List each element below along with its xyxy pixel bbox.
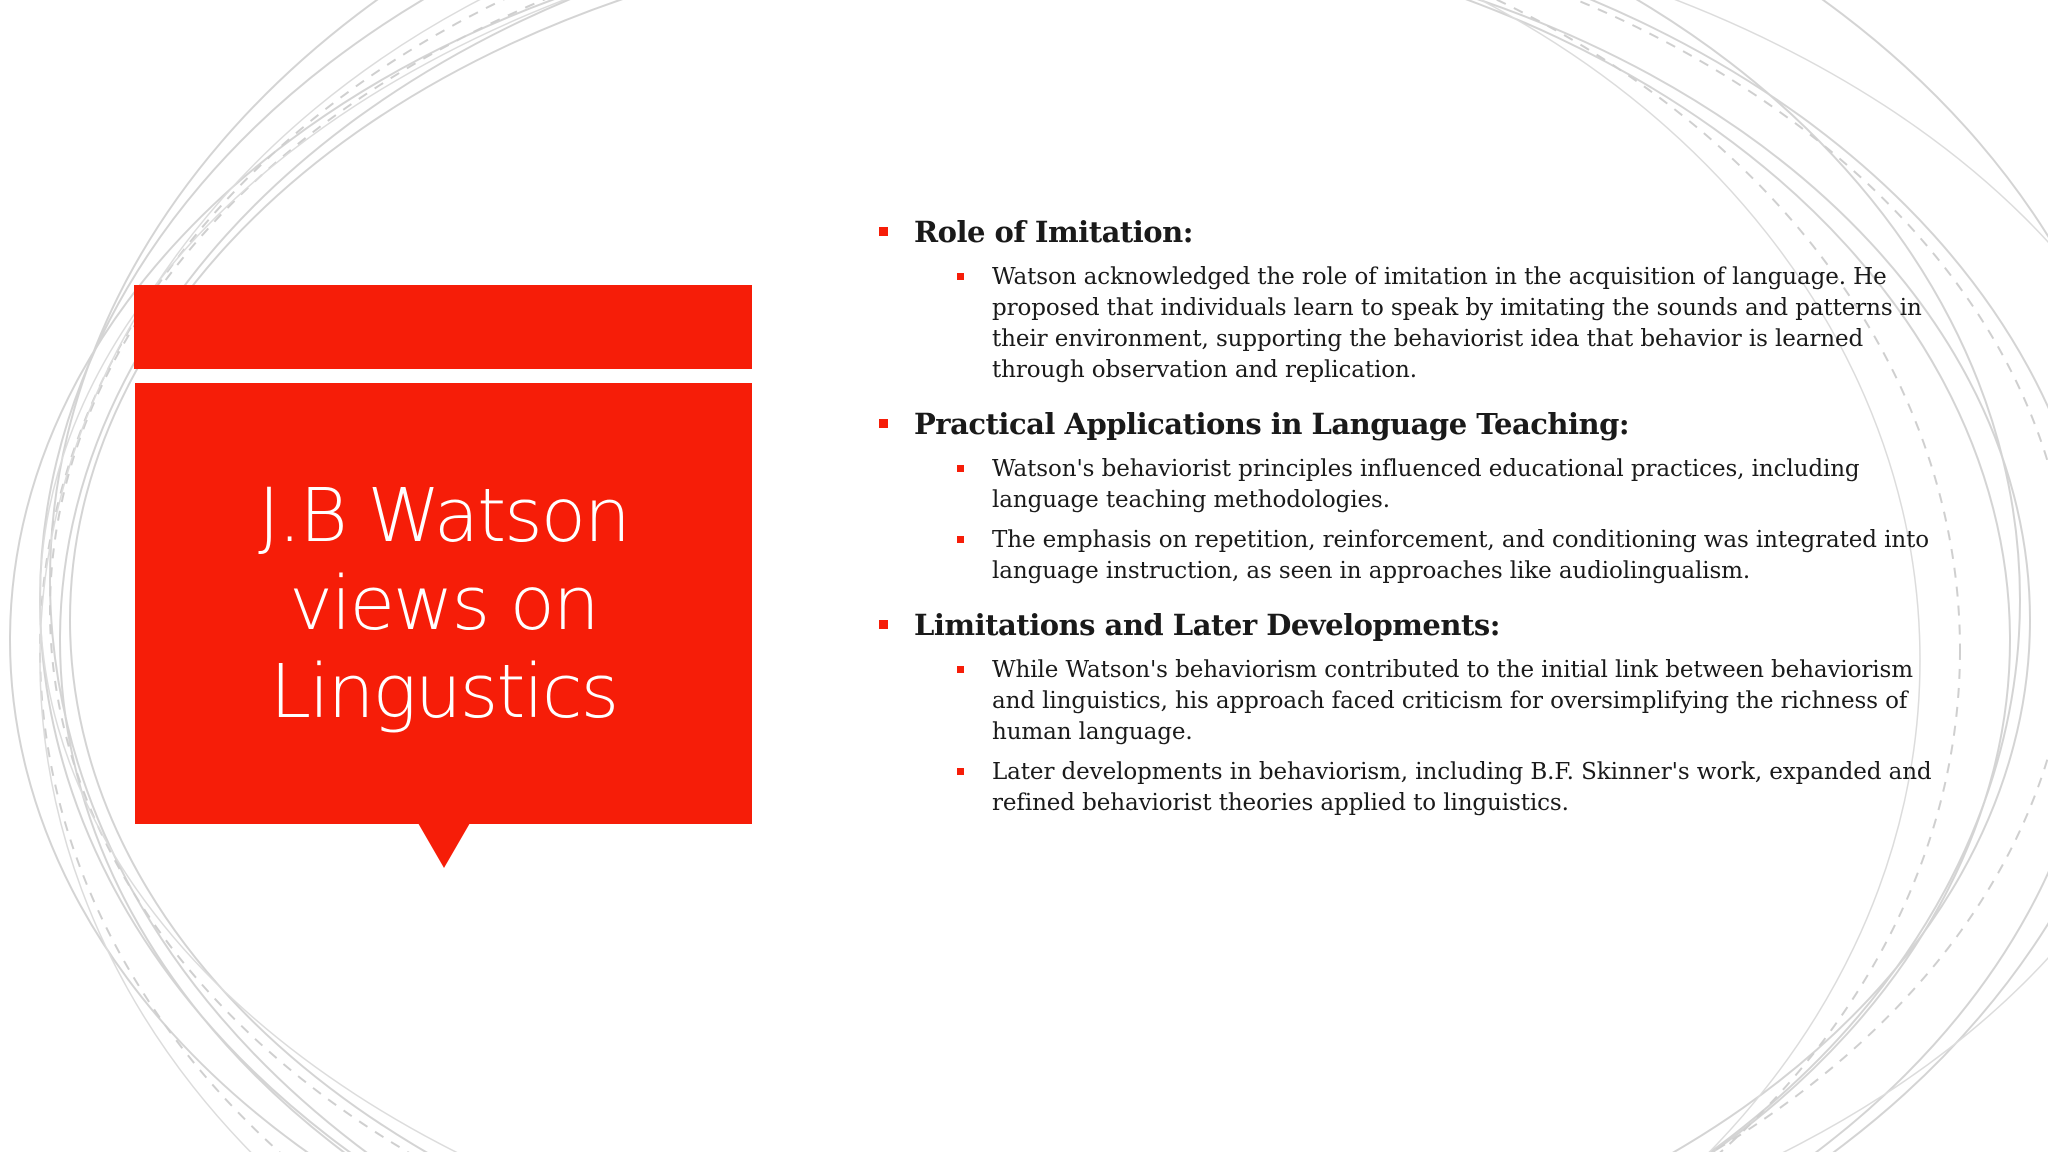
- square-bullet-icon: [957, 768, 964, 775]
- sub-point-text: The emphasis on repetition, reinforcement, and conditioning was integrated into language instruction, as seen in approaches like audiolingualism.: [992, 527, 1929, 584]
- section-role-of-imitation: [875, 212, 1935, 386]
- section-heading: [875, 605, 1935, 645]
- title-pointer: [418, 823, 470, 868]
- content-area: [875, 212, 1935, 837]
- slide-title: J.B Watson views on Lingustics: [258, 472, 629, 735]
- sub-point-text: Watson's behaviorist principles influenced educational practices, including language teaching methodologies.: [992, 456, 1860, 513]
- title-accent-bar: [134, 285, 752, 369]
- square-bullet-icon: [957, 465, 964, 472]
- sub-point: [875, 454, 1935, 516]
- sub-point: [875, 262, 1935, 386]
- square-bullet-icon: [957, 666, 964, 673]
- section-heading: [875, 212, 1935, 252]
- section-practical-applications: [875, 404, 1935, 587]
- sub-point: [875, 525, 1935, 587]
- square-bullet-icon: [957, 536, 964, 543]
- section-heading: [875, 404, 1935, 444]
- sub-point-text: Later developments in behaviorism, including B.F. Skinner's work, expanded and refined behaviorist theories applied to linguistics.: [992, 759, 1932, 816]
- section-heading-text: Role of Imitation:: [914, 215, 1193, 249]
- square-bullet-icon: [879, 419, 888, 428]
- sub-point: [875, 655, 1935, 748]
- title-box: [135, 383, 752, 824]
- section-limitations: [875, 605, 1935, 819]
- sub-point: [875, 757, 1935, 819]
- section-heading-text: Practical Applications in Language Teaching:: [914, 407, 1630, 441]
- sub-point-text: While Watson's behaviorism contributed to the initial link between behaviorism and linguistics, his approach faced criticism for oversimplifying the richness of human language.: [992, 657, 1913, 745]
- section-heading-text: Limitations and Later Developments:: [914, 608, 1500, 642]
- square-bullet-icon: [879, 227, 888, 236]
- sub-point-text: Watson acknowledged the role of imitation in the acquisition of language. He proposed that individuals learn to speak by imitating the sounds and patterns in their environment, supporting the behaviorist idea that behavior is learned through observation and replication.: [992, 264, 1922, 383]
- square-bullet-icon: [957, 273, 964, 280]
- square-bullet-icon: [879, 620, 888, 629]
